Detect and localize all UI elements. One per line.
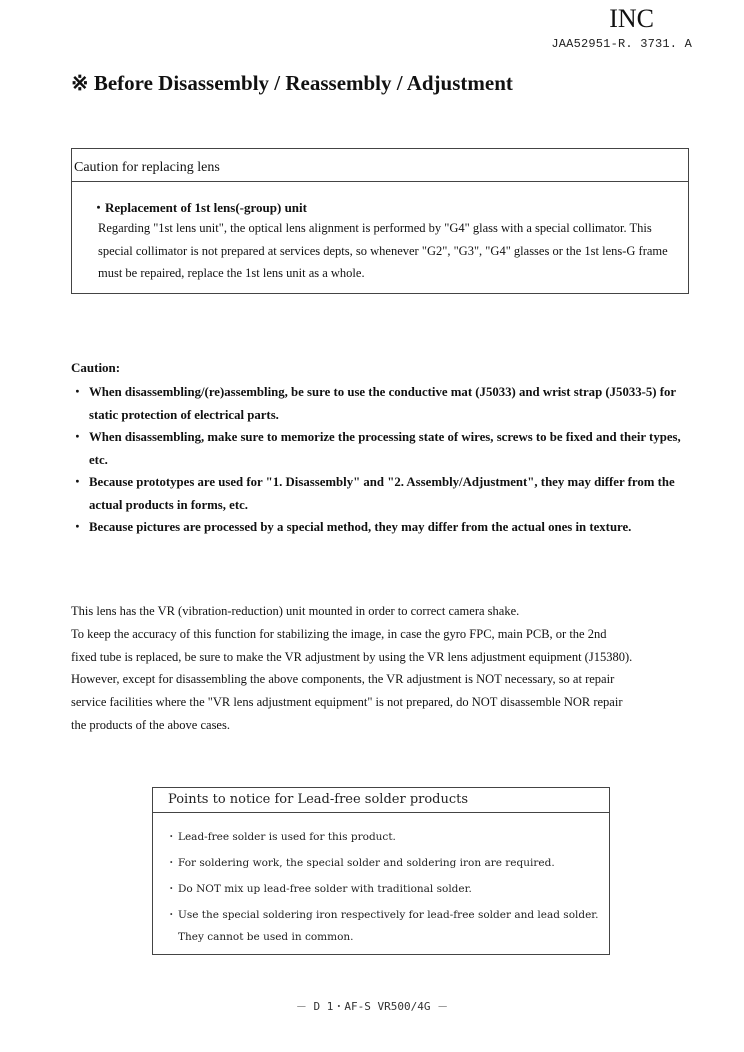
vr-line: service facilities where the "VR lens adjustment equipment" is not prepared, do NOT disassemble NOR repair — [71, 695, 623, 710]
vr-line: To keep the accuracy of this function for stabilizing the image, in case the gyro FPC, main PCB, or the 2nd — [71, 626, 607, 641]
lens-caution-box — [71, 148, 689, 294]
leadfree-list — [170, 824, 602, 948]
lens-caution-subheading: ・Replacement of 1st lens(-group) unit — [92, 200, 307, 215]
vr-line: fixed tube is replaced, be sure to make the VR adjustment by using the VR lens adjustment equipment (J15380). — [71, 649, 633, 664]
caution-item: ・ Because pictures are processed by a special method, they may differ from the actual ones in texture. — [74, 516, 696, 539]
caution-item: ・ Because prototypes are used for "1. Disassembly" and "2. Assembly/Adjustment", they may differ from the actual products in forms, etc. — [74, 471, 696, 516]
caution-item: ・ When disassembling/(re)assembling, be sure to use the conductive mat (J5033) and wrist strap (J5033-5) for static protection of electrical parts. — [74, 381, 696, 426]
lens-caution-heading: Caution for replacing lens — [72, 149, 688, 182]
document-id: JAA52951-R. 3731. A — [551, 37, 692, 51]
vr-line: This lens has the VR (vibration-reduction) unit mounted in order to correct camera shake. — [71, 604, 520, 618]
page-title: ※ Before Disassembly / Reassembly / Adjustment — [71, 71, 513, 95]
leadfree-item: ・ Do NOT mix up lead-free solder with traditional solder. — [170, 876, 602, 902]
lens-caution-text: Regarding "1st lens unit", the optical lens alignment is performed by "G4" glass with a special collimator. This special collimator is not prepared at services depts, so whenever "G2", "G3", "G4" glasses or the 1st lens-G frame must be repaired, replace the 1st lens unit as a whole. — [98, 221, 668, 280]
company-name: INC — [609, 4, 654, 33]
leadfree-box — [152, 787, 610, 955]
page-footer: － D 1・AF-S VR500/4G － — [295, 1000, 449, 1013]
caution-title: Caution: — [71, 360, 121, 375]
vr-line: the products of the above cases. — [71, 717, 230, 732]
leadfree-item: ・ Use the special soldering iron respectively for lead-free solder and lead solder. They cannot be used in common. — [170, 904, 602, 948]
leadfree-item: ・ Lead-free solder is used for this product. — [170, 824, 602, 850]
caution-item: ・ When disassembling, make sure to memorize the processing state of wires, screws to be fixed and their types, etc. — [74, 426, 696, 471]
leadfree-heading: Points to notice for Lead-free solder products — [153, 788, 609, 813]
vr-line: However, except for disassembling the above components, the VR adjustment is NOT necessary, so at repair — [71, 672, 615, 687]
caution-list — [74, 381, 696, 539]
vr-paragraph — [71, 600, 691, 737]
leadfree-item: ・ For soldering work, the special solder and soldering iron are required. — [170, 850, 602, 876]
